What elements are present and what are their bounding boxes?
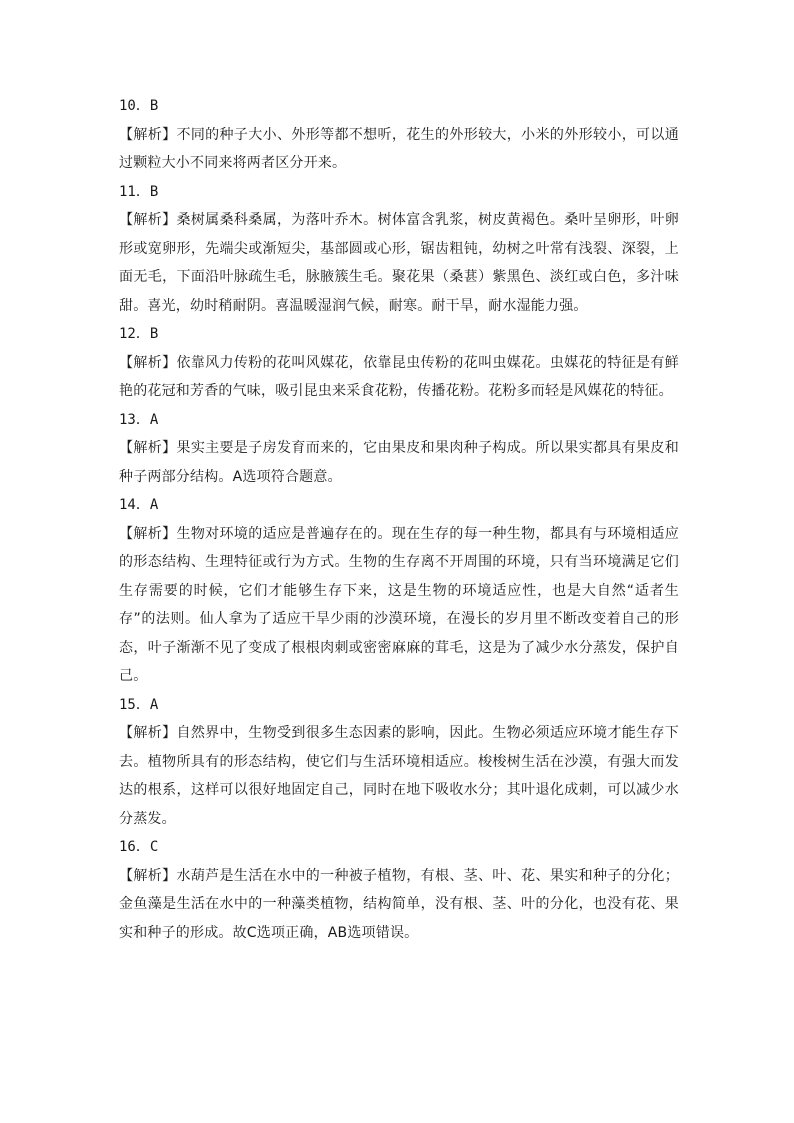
answer-16: 16．C [119,839,159,855]
explanation-14: 【解析】生物对环境的适应是普遍存在的。现在生存的每一种生物，都具有与环境相适应的形态结构、生理特征或行为方式。生物的生存离不开周围的环境，只有当环境满足它们生存需要的时候，它们才能够生存下来，这是生物的环境适应性，也是大自然“适者生存”的法则。仙人拿为了适应干旱少雨的沙漠环境，在漫长的岁月里不断改变着自己的形态，叶子渐渐不见了变成了根根肉刺或密密麻麻的茸毛，这是为了减少水分蒸发，保护自己。 [119,525,679,684]
explanation-12: 【解析】依靠风力传粉的花叫风媒花，依靠昆虫传粉的花叫虫媒花。虫媒花的特征是有鲜艳的花冠和芳香的气味，吸引昆虫来采食花粉，传播花粉。花粉多而轻是风媒花的特征。 [119,354,679,399]
answer-12: 12．B [119,326,159,342]
explanation-11: 【解析】桑树属桑科桑属，为落叶乔木。树体富含乳浆，树皮黄褐色。桑叶呈卵形，叶卵形或宽卵形，先端尖或渐短尖，基部圆或心形，锯齿粗钝，幼树之叶常有浅裂、深裂，上面无毛，下面沿叶脉疏生毛，脉腋簇生毛。聚花果（桑葚）紫黑色、淡红或白色，多汁味甜。喜光，幼时稍耐阴。喜温暖湿润气候，耐寒。耐干旱，耐水湿能力强。 [119,212,679,314]
answer-13: 13．A [119,411,159,428]
explanation-13: 【解析】果实主要是子房发育而来的，它由果皮和果肉种子构成。所以果实都具有果皮和种子两部分结构。A选项符合题意。 [119,440,679,485]
explanation-15: 【解析】自然界中，生物受到很多生态因素的影响，因此。生物必须适应环境才能生存下去。植物所具有的形态结构，使它们与生活环境相适应。梭梭树生活在沙漠，有强大而发达的根系，这样可以很好地固定自己，同时在地下吸收水分；其叶退化成刺，可以减少水分蒸发。 [119,725,679,827]
answer-11: 11．B [119,183,159,200]
answer-15: 15．A [119,696,159,713]
answer-14: 14．A [119,497,159,513]
answer-10: 10．B [119,98,159,114]
explanation-16: 【解析】水葫芦是生活在水中的一种被子植物，有根、茎、叶、花、果实和种子的分化；金鱼藻是生活在水中的一种藻类植物，结构简单，没有根、茎、叶的分化，也没有花、果实和种子的形成。故C选项正确，AB选项错误。 [119,867,679,941]
document-page [119,92,679,947]
explanation-10: 【解析】不同的种子大小、外形等都不想听，花生的外形较大，小米的外形较小，可以通过颗粒大小不同来将两者区分开来。 [119,126,679,171]
